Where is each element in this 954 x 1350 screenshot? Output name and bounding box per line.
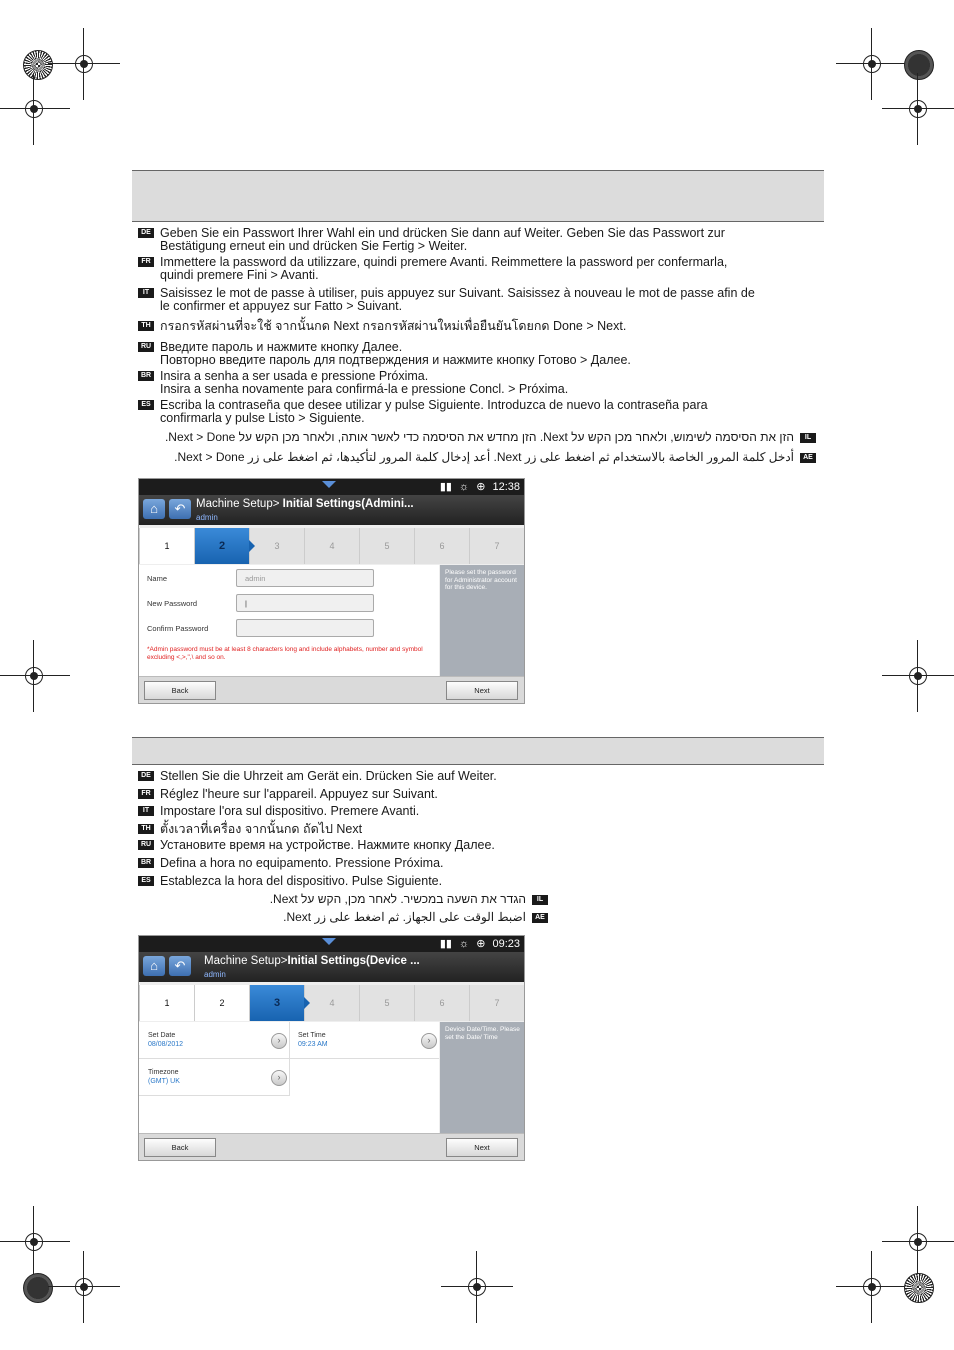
- step-5[interactable]: 5: [359, 528, 414, 564]
- instruction-fr: [138, 256, 727, 282]
- name-field[interactable]: admin: [236, 569, 374, 587]
- instruction-line: กรอกรหัสผ่านที่จะใช้ จากนั้นกด Next กรอกรหัสผ่านใหม่เพื่อยืนยันโดยกด Done > Next.: [160, 319, 627, 333]
- confirm-password-label: Confirm Password: [147, 624, 209, 633]
- instruction-ru: [138, 839, 495, 852]
- notification-handle-icon[interactable]: [322, 938, 336, 945]
- back-button[interactable]: Back: [144, 681, 216, 700]
- instruction-line: Geben Sie ein Passwort Ihrer Wahl ein und drücken Sie dann auf Weiter. Geben Sie das Passwort zur: [160, 226, 725, 240]
- back-button[interactable]: Back: [144, 1138, 216, 1157]
- language-tag-il: IL: [532, 895, 548, 905]
- clock-time: 09:23: [492, 938, 520, 950]
- instruction-line: Réglez l'heure sur l'appareil. Appuyez sur Suivant.: [160, 787, 438, 801]
- registration-starburst-icon: [904, 1273, 934, 1303]
- instruction-line: Establezca la hora del dispositivo. Pulse Siguiente.: [160, 874, 443, 888]
- set-date-item[interactable]: [139, 1022, 290, 1059]
- registration-circle-icon: [23, 1273, 53, 1303]
- instruction-ru: [138, 341, 631, 367]
- registration-crosshair-icon: [904, 662, 932, 690]
- set-time-label: Set Time: [298, 1032, 326, 1039]
- section-header-bar: [132, 170, 824, 222]
- back-icon[interactable]: ↶: [169, 956, 191, 976]
- instruction-line: Defina a hora no equipamento. Pressione Próxima.: [160, 856, 444, 870]
- language-tag-ae: AE: [800, 453, 816, 463]
- device-screen-datetime: [138, 935, 525, 1161]
- language-tag-th: TH: [138, 824, 154, 834]
- new-password-field[interactable]: |: [236, 594, 374, 612]
- wizard-steps: [139, 985, 524, 1021]
- user-label: admin: [204, 970, 226, 979]
- instruction-it: [138, 287, 755, 313]
- name-label: Name: [147, 574, 168, 583]
- instruction-br: [138, 857, 444, 870]
- clock-time: 12:38: [492, 481, 520, 493]
- registration-crosshair-icon: [20, 1228, 48, 1256]
- registration-crosshair-icon: [20, 95, 48, 123]
- new-password-label: New Password: [147, 599, 198, 608]
- registration-starburst-icon: [23, 50, 53, 80]
- instruction-ae: [174, 451, 816, 464]
- language-tag-ae: AE: [532, 913, 548, 923]
- set-date-value: 08/08/2012: [148, 1041, 184, 1048]
- language-tag-ru: RU: [138, 342, 154, 352]
- instruction-line: Saisissez le mot de passe à utiliser, puis appuyez sur Suivant. Saisissez à nouveau le mot de passe afin de: [160, 286, 755, 300]
- wizard-steps: [139, 528, 524, 564]
- help-panel: Please set the password for Administrator account for this device.: [440, 565, 524, 677]
- instruction-line: quindi premere Fini > Avanti.: [160, 268, 319, 282]
- instruction-il: [270, 893, 548, 906]
- next-button[interactable]: Next: [446, 681, 518, 700]
- chevron-right-icon[interactable]: ›: [271, 1033, 287, 1049]
- language-tag-it: IT: [138, 806, 154, 816]
- registration-crosshair-icon: [858, 50, 886, 78]
- language-tag-th: TH: [138, 321, 154, 331]
- chevron-right-icon[interactable]: ›: [271, 1070, 287, 1086]
- page-title: Machine Setup> Initial Settings(Admini...: [196, 498, 414, 510]
- brightness-icon: ☼: [459, 481, 470, 493]
- language-tag-ru: RU: [138, 840, 154, 850]
- registration-crosshair-icon: [858, 1273, 886, 1301]
- step-6[interactable]: 6: [414, 528, 469, 564]
- language-tag-it: IT: [138, 288, 154, 298]
- brightness-icon: ☼: [459, 938, 470, 950]
- instruction-line: le confirmer et appuyez sur Fatto > Suivant.: [160, 299, 403, 313]
- instruction-th: [138, 823, 362, 836]
- instruction-ae: [283, 911, 548, 924]
- instruction-th: [138, 320, 626, 333]
- step-1[interactable]: 1: [139, 985, 194, 1021]
- section-header-bar: [132, 737, 824, 765]
- instruction-br: [138, 370, 568, 396]
- instruction-line: הזן את הסיסמה לשימוש, ולאחר מכן הקש על Next. הזן מחדש את הסיסמה כדי לאשר אותה, ולאחר מכן הקש על Next > Done.: [164, 430, 794, 444]
- user-label: admin: [196, 513, 218, 522]
- home-icon[interactable]: ⌂: [143, 956, 165, 976]
- step-4[interactable]: 4: [304, 985, 359, 1021]
- instruction-line: اضبط الوقت على الجهاز. ثم اضغط على زر Next.: [283, 910, 526, 924]
- step-4[interactable]: 4: [304, 528, 359, 564]
- timezone-item[interactable]: [139, 1059, 290, 1096]
- instruction-il: [165, 431, 816, 444]
- next-button[interactable]: Next: [446, 1138, 518, 1157]
- step-3[interactable]: 3: [249, 985, 304, 1021]
- instruction-it: [138, 805, 419, 818]
- set-date-label: Set Date: [148, 1032, 176, 1039]
- language-tag-fr: FR: [138, 789, 154, 799]
- password-warning: *Admin password must be at least 8 characters long and include alphabets, number and symbol excluding <,>,",\ and so on.: [147, 646, 423, 661]
- language-tag-il: IL: [800, 433, 816, 443]
- chevron-right-icon[interactable]: ›: [421, 1033, 437, 1049]
- step-7[interactable]: 7: [469, 985, 524, 1021]
- set-time-item[interactable]: [289, 1022, 439, 1059]
- timezone-value: (GMT) UK: [148, 1078, 180, 1085]
- instruction-de: [138, 770, 497, 783]
- settings-panel: [139, 1022, 439, 1134]
- set-time-value: 09:23 AM: [298, 1041, 328, 1048]
- title-bar: [139, 495, 524, 525]
- language-tag-br: BR: [138, 858, 154, 868]
- registration-crosshair-icon: [904, 95, 932, 123]
- step-1[interactable]: 1: [139, 528, 194, 564]
- device-screen-password: [138, 478, 525, 704]
- page-title: Machine Setup>Initial Settings(Device ...: [204, 955, 420, 967]
- language-tag-es: ES: [138, 876, 154, 886]
- title-bar: [139, 952, 524, 982]
- step-3[interactable]: 3: [249, 528, 304, 564]
- instruction-line: Введите пароль и нажмите кнопку Далее.: [160, 340, 403, 354]
- language-tag-es: ES: [138, 400, 154, 410]
- notification-handle-icon[interactable]: [322, 481, 336, 488]
- instruction-es: [138, 875, 442, 888]
- form-panel: [139, 565, 439, 677]
- signal-icon: ▮▮: [439, 938, 452, 950]
- registration-crosshair-icon: [20, 662, 48, 690]
- button-bar: [139, 1133, 524, 1160]
- back-icon[interactable]: ↶: [169, 499, 191, 519]
- instruction-fr: [138, 788, 438, 801]
- globe-icon: ⊕: [476, 938, 486, 950]
- signal-icon: ▮▮: [439, 481, 452, 493]
- instruction-line: Bestätigung erneut ein und drücken Sie Fertig > Weiter.: [160, 239, 468, 253]
- instruction-line: Escriba la contraseña que desee utilizar y pulse Siguiente. Introduzca de nuevo la contraseña para: [160, 398, 708, 412]
- step-7[interactable]: 7: [469, 528, 524, 564]
- language-tag-de: DE: [138, 228, 154, 238]
- language-tag-br: BR: [138, 371, 154, 381]
- instruction-line: أدخل كلمة المرور الخاصة بالاستخدام ثم اضغط على زر Next. أعد إدخال كلمة المرور لتأكيدها، ثم اضغط على زر Next > Done.: [174, 450, 794, 464]
- language-tag-de: DE: [138, 771, 154, 781]
- status-bar: [139, 479, 524, 495]
- instruction-line: Insira a senha a ser usada e pressione Próxima.: [160, 369, 429, 383]
- step-2[interactable]: 2: [194, 985, 249, 1021]
- status-bar: [139, 936, 524, 952]
- registration-crosshair-icon: [463, 1273, 491, 1301]
- step-2[interactable]: 2: [194, 528, 249, 564]
- instruction-line: Установите время на устройстве. Нажмите кнопку Далее.: [160, 838, 495, 852]
- globe-icon: ⊕: [476, 481, 486, 493]
- instruction-es: [138, 399, 708, 425]
- registration-circle-icon: [904, 50, 934, 80]
- registration-crosshair-icon: [904, 1228, 932, 1256]
- instruction-line: הגדר את השעה במכשיר. לאחר מכן, הקש על Next.: [269, 892, 526, 906]
- help-panel: Device Date/Time. Please set the Date/ Time: [440, 1022, 524, 1134]
- step-5[interactable]: 5: [359, 985, 414, 1021]
- language-tag-fr: FR: [138, 257, 154, 267]
- instruction-line: Immettere la password da utilizzare, quindi premere Avanti. Reimmettere la password per confermarla,: [160, 255, 728, 269]
- instruction-line: Insira a senha novamente para confirmá-la e pressione Concl. > Próxima.: [160, 382, 569, 396]
- confirm-password-field[interactable]: [236, 619, 374, 637]
- step-6[interactable]: 6: [414, 985, 469, 1021]
- instruction-line: Stellen Sie die Uhrzeit am Gerät ein. Drücken Sie auf Weiter.: [160, 769, 497, 783]
- instruction-line: confirmarla y pulse Listo > Siguiente.: [160, 411, 365, 425]
- instruction-line: Повторно введите пароль для подтверждения и нажмите кнопку Готово > Далее.: [160, 353, 631, 367]
- registration-crosshair-icon: [70, 50, 98, 78]
- home-icon[interactable]: ⌂: [143, 499, 165, 519]
- instruction-de: [138, 227, 725, 253]
- timezone-label: Timezone: [148, 1069, 179, 1076]
- instruction-line: Impostare l'ora sul dispositivo. Premere Avanti.: [160, 804, 420, 818]
- button-bar: [139, 676, 524, 703]
- instruction-line: ตั้งเวลาที่เครื่อง จากนั้นกด ถัดไป Next: [160, 822, 363, 836]
- registration-crosshair-icon: [70, 1273, 98, 1301]
